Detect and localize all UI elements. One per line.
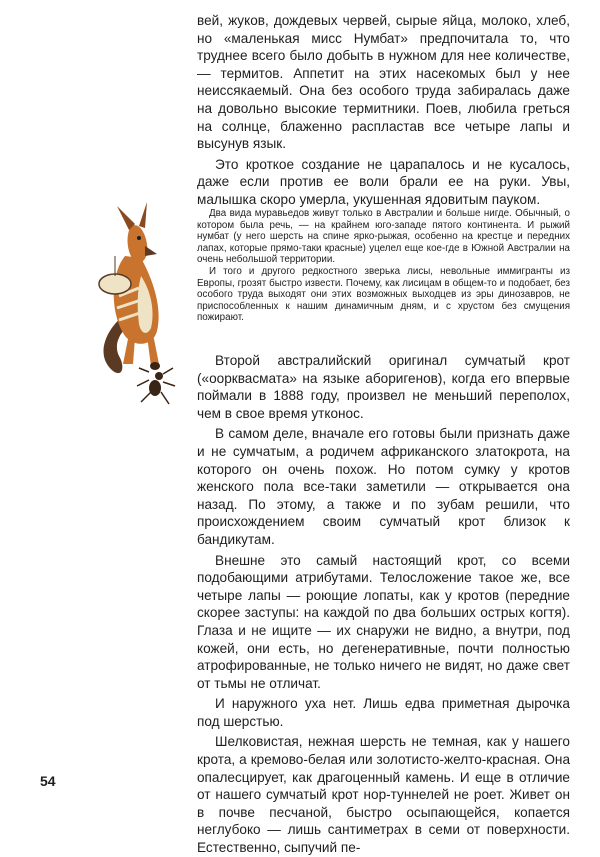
paragraph: вей, жуков, дождевых червей, сырые яйца, молоко, хлеб, но «маленькая мисс Нумбат» предпочитала то, что труднее всего было добыть в нужном для нее количестве, — термитов. Аппетит на этих насекомых был у нее неиссякаемый. Она без особого труда забиралась даже на довольно высокие термитники. Поев, любила греться на солнце, блаженно распластав все четыре лапы и высунув язык.	[197, 13, 570, 152]
paragraph: Шелковистая, нежная шерсть не темная, как у нашего крота, а кремово-белая или золотисто-желто-красная. Она опалесцирует, как драгоценный камень. И еще в отличие от нашего сумчатый крот нор-туннелей не роет. Живет он в почве песчаной, быстро осыпающейся, копается неглубоко — лишь сантиметрах в семи от поверхности. Естественно, сыпучий пе-	[197, 734, 570, 856]
paragraph: Второй австралийский оригинал сумчатый крот («оорквасмата» на языке аборигенов), когда его впервые поймали в 1888 году, произвел не меньший переполох, чем в свое время утконос.	[197, 353, 570, 421]
note-paragraph: Два вида муравьедов живут только в Австралии и больше нигде. Обычный, о котором была речь, — на крайнем юго-западе пятого континента. И рыжий нумбат (у него шерсть на спине ярко-рыжая, особенно на крестце и передних лапах, которые прямо-таки красные) уцелел еще кое-где в Южной Австралии на очень небольшой территории.	[197, 208, 570, 266]
note-paragraph: И того и другого редкостного зверька лисы, невольные иммигранты из Европы, грозят быстро извести. Почему, как лисицам в общем-то и подобает, без особого труда выходят они этих возможных выходцев из эры динозавров, не приспособленных к нашим динамичным дням, и с хрустом без смущения пожирают.	[197, 265, 570, 324]
paragraph: Внешне это самый настоящий крот, со всеми подобающими атрибутами. Телосложение такое же, все четыре лапы — роющие лопаты, как у кротов (передние скорее заступы: на каждой по два больших острых когтя). Глаза и не ищите — их снаружи не видно, а внутри, под кожей, они есть, но дегенеративные, почти полностью атрофированные, не только ничего не видят, но даже свет от тьмы не отличат.	[197, 552, 570, 691]
paragraph: И наружного уха нет. Лишь едва приметная дырочка под шерстью.	[197, 696, 570, 729]
numbat-illustration	[95, 196, 195, 426]
paragraph: Это кроткое создание не царапалось и не кусалось, даже если против ее воли брали ее на руки. Увы, малышка скоро умерла, укушенная ядовитым пауком.	[197, 156, 570, 207]
body-text-bottom	[197, 352, 570, 857]
page-number: 54	[40, 773, 56, 789]
sidebar-note	[197, 208, 570, 324]
paragraph: В самом деле, вначале его готовы были признать даже и не сумчатым, а родичем африканского златокрота, на которого он очень похож. Но потом сумку у кротов женского пола все-таки заметили — открывается она назад. По этому, а также и по зубам решили, что происхождением своим сумчатый крот близок к бандикутам.	[197, 426, 570, 547]
numbat-drawing	[95, 196, 195, 421]
body-text-top	[197, 12, 570, 209]
